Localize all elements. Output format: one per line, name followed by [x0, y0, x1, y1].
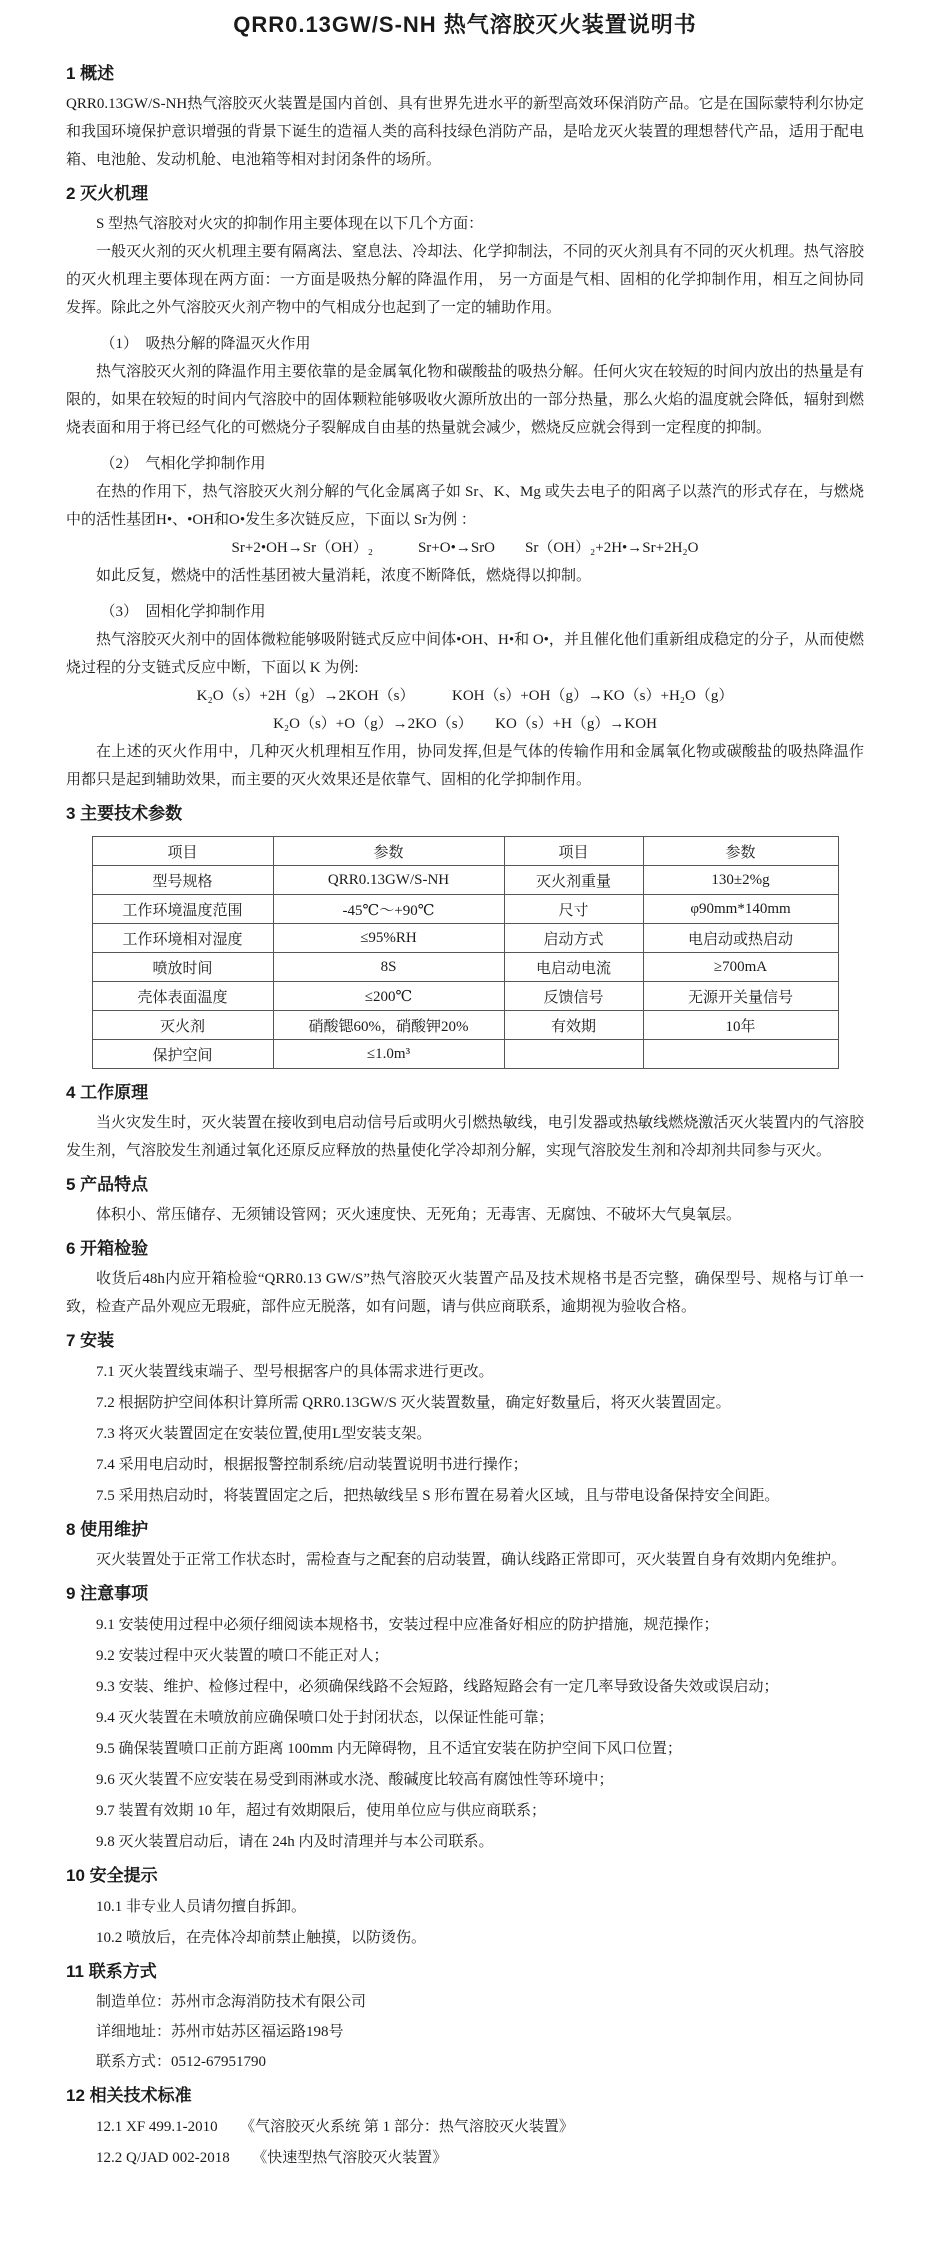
- list-item: 9.1 安装使用过程中必须仔细阅读本规格书，安装过程中应准备好相应的防护措施，规范操作；: [96, 1617, 719, 1633]
- doc-title: QRR0.13GW/S-NH 热气溶胶灭火装置说明书: [233, 12, 697, 37]
- paragraph: 收货后48h内应开箱检验“QRR0.13 GW/S”热气溶胶灭火装置产品及技术规格书是否完整，确保型号、规格与订单一致，检查产品外观应无瑕疵，部件应无脱落，如有问题，请与供应商联系，逾期视为验收合格。: [66, 1271, 864, 1315]
- list-item: 7.5 采用热启动时，将装置固定之后，把热敏线呈 S 形布置在易着火区域，且与带电设备保持安全间距。: [96, 1488, 780, 1504]
- section-heading: 10 安全提示: [66, 1866, 158, 1885]
- table-cell: 喷放时间: [92, 953, 273, 982]
- table-cell: ≥700mA: [643, 953, 838, 982]
- paragraph: 体积小、常压储存、无须铺设管网；灭火速度快、无死角；无毒害、无腐蚀、不破坏大气臭氧层。: [96, 1207, 742, 1223]
- table-header-cell: 参数: [643, 837, 838, 866]
- paragraph: 灭火装置处于正常工作状态时，需检查与之配套的启动装置，确认线路正常即可，灭火装置自身有效期内免维护。: [96, 1552, 847, 1568]
- table-cell: [504, 1040, 643, 1069]
- section-unboxing-inspection: [66, 1235, 864, 1321]
- table-cell: ≤95%RH: [273, 924, 504, 953]
- list-item: 10.1 非专业人员请勿擅自拆卸。: [96, 1899, 307, 1915]
- section-overview: [66, 60, 864, 174]
- section-heading: 3 主要技术参数: [66, 804, 183, 823]
- table-cell: 壳体表面温度: [92, 982, 273, 1011]
- table-cell: φ90mm*140mm: [643, 895, 838, 924]
- contact-address: 详细地址：苏州市姑苏区福运路198号: [96, 2024, 344, 2040]
- paragraph: S 型热气溶胶对火灾的抑制作用主要体现在以下几个方面：: [96, 216, 484, 232]
- list-item: 9.6 灭火装置不应安装在易受到雨淋或水浇、酸碱度比较高有腐蚀性等环境中；: [96, 1772, 614, 1788]
- section-heading: 9 注意事项: [66, 1584, 149, 1603]
- section-working-principle: [66, 1079, 864, 1165]
- list-item: 12.2 Q/JAD 002-2018 《快速型热气溶胶灭火装置》: [96, 2150, 448, 2166]
- section-heading: 12 相关技术标准: [66, 2086, 192, 2105]
- table-cell: -45℃～+90℃: [273, 895, 504, 924]
- paragraph: 热气溶胶灭火剂中的固体微粒能够吸附链式反应中间体•OH、H•和 O•，并且催化他们重新组成稳定的分子，从而使燃烧过程的分支链式反应中断，下面以 K 为例:: [66, 632, 864, 676]
- table-cell: 灭火剂重量: [504, 866, 643, 895]
- list-item: 12.1 XF 499.1-2010 《气溶胶灭火系统 第 1 部分：热气溶胶灭火装置》: [96, 2119, 574, 2135]
- paragraph: 如此反复，燃烧中的活性基团被大量消耗，浓度不断降低，燃烧得以抑制。: [96, 568, 592, 584]
- section-heading: 6 开箱检验: [66, 1239, 149, 1258]
- paragraph: 当火灾发生时，灭火装置在接收到电启动信号后或明火引燃热敏线，电引发器或热敏线燃烧激活灭火装置内的气溶胶发生剂，气溶胶发生剂通过氧化还原反应释放的热量使化学冷却剂分解，实现气溶胶发生剂和冷却剂共同参与灭火。: [66, 1115, 864, 1159]
- paragraph: 在热的作用下，热气溶胶灭火剂分解的气化金属离子如 Sr、K、Mg 或失去电子的阳离子以蒸汽的形式存在，与燃烧中的活性基团H•、•OH和O•发生多次链反应，下面以 Sr为例 ：: [66, 484, 864, 528]
- section-standards: [66, 2082, 864, 2172]
- list-item: 7.2 根据防护空间体积计算所需 QRR0.13GW/S 灭火装置数量，确定好数量后，将灭火装置固定。: [96, 1395, 731, 1411]
- table-row: [92, 895, 838, 924]
- list-item: 9.8 灭火装置启动后，请在 24h 内及时清理并与本公司联系。: [96, 1834, 494, 1850]
- chemical-equation: K₂O（s）+2H（g）→2KOH（s） KOH（s）+OH（g）→KO（s）+H₂O（g）: [196, 688, 734, 704]
- subsection-title: （2） 气相化学抑制作用: [100, 456, 266, 472]
- table-row: [92, 953, 838, 982]
- table-cell: ≤1.0m³: [273, 1040, 504, 1069]
- section-heading: 5 产品特点: [66, 1175, 149, 1194]
- table-cell: 无源开关量信号: [643, 982, 838, 1011]
- table-row: [92, 1040, 838, 1069]
- paragraph: QRR0.13GW/S-NH热气溶胶灭火装置是国内首创、具有世界先进水平的新型高效环保消防产品。它是在国际蒙特利尔协定和我国环境保护意识增强的背景下诞生的造福人类的高科技绿色消防产品，是哈龙灭火装置的理想替代产品，适用于配电箱、电池舱、发动机舱、电池箱等相对封闭条件的场所。: [66, 96, 864, 168]
- section-contact: [66, 1958, 864, 2076]
- table-cell: 电启动或热启动: [643, 924, 838, 953]
- table-cell: 尺寸: [504, 895, 643, 924]
- list-item: 10.2 喷放后，在壳体冷却前禁止触摸，以防烫伤。: [96, 1930, 427, 1946]
- table-row: [92, 924, 838, 953]
- table-header-row: [92, 837, 838, 866]
- section-safety-tips: [66, 1862, 864, 1952]
- list-item: 9.5 确保装置喷口正前方距离 100mm 内无障碍物，且不适宜安装在防护空间下风口位置；: [96, 1741, 682, 1757]
- table-cell: 工作环境相对湿度: [92, 924, 273, 953]
- section-heading: 4 工作原理: [66, 1083, 149, 1102]
- tech-params-table: [92, 836, 839, 1069]
- section-maintenance: [66, 1516, 864, 1574]
- section-heading: 11 联系方式: [66, 1962, 157, 1981]
- chemical-equation: Sr+2•OH→Sr（OH）₂ Sr+O•→SrO Sr（OH）₂+2H•→Sr+2H₂O: [231, 540, 699, 556]
- section-mechanism: [66, 180, 864, 794]
- table-cell: 反馈信号: [504, 982, 643, 1011]
- list-item: 9.3 安装、维护、检修过程中，必须确保线路不会短路，线路短路会有一定几率导致设备失效或误启动；: [96, 1679, 779, 1695]
- section-precautions: [66, 1580, 864, 1856]
- table-row: [92, 866, 838, 895]
- list-item: 7.1 灭火装置线束端子、型号根据客户的具体需求进行更改。: [96, 1364, 494, 1380]
- table-cell: 有效期: [504, 1011, 643, 1040]
- contact-manufacturer: 制造单位：苏州市念海消防技术有限公司: [96, 1994, 367, 2010]
- subsection-title: （3） 固相化学抑制作用: [100, 604, 266, 620]
- section-heading: 2 灭火机理: [66, 184, 149, 203]
- table-cell: 硝酸锶60%，硝酸钾20%: [273, 1011, 504, 1040]
- table-cell: 8S: [273, 953, 504, 982]
- table-header-cell: 参数: [273, 837, 504, 866]
- table-header-cell: 项目: [92, 837, 273, 866]
- section-installation: [66, 1327, 864, 1510]
- paragraph: 一般灭火剂的灭火机理主要有隔离法、窒息法、冷却法、化学抑制法，不同的灭火剂具有不同的灭火机理。热气溶胶的灭火机理主要体现在两方面：一方面是吸热分解的降温作用， 另一方面是气相、固相的化学抑制作用，相互之间协同发挥。除此之外气溶胶灭火剂产物中的气相成分也起到了一定的辅助作用。: [66, 244, 864, 316]
- table-cell: 保护空间: [92, 1040, 273, 1069]
- section-tech-params: [66, 800, 864, 1069]
- table-cell: 工作环境温度范围: [92, 895, 273, 924]
- table-cell: 10年: [643, 1011, 838, 1040]
- chemical-equation: K₂O（s）+O（g）→2KO（s） KO（s）+H（g）→KOH: [273, 716, 657, 732]
- section-heading: 1 概述: [66, 64, 115, 83]
- section-features: [66, 1171, 864, 1229]
- contact-phone: 联系方式：0512-67951790: [96, 2054, 266, 2070]
- table-cell: [643, 1040, 838, 1069]
- table-row: [92, 1011, 838, 1040]
- section-heading: 7 安装: [66, 1331, 115, 1350]
- table-cell: 型号规格: [92, 866, 273, 895]
- table-cell: 电启动电流: [504, 953, 643, 982]
- list-item: 7.4 采用电启动时，根据报警控制系统/启动装置说明书进行操作；: [96, 1457, 528, 1473]
- table-row: [92, 982, 838, 1011]
- list-item: 9.2 安装过程中灭火装置的喷口不能正对人；: [96, 1648, 389, 1664]
- list-item: 9.7 装置有效期 10 年，超过有效期限后，使用单位应与供应商联系；: [96, 1803, 547, 1819]
- paragraph: 热气溶胶灭火剂的降温作用主要依靠的是金属氧化物和碳酸盐的吸热分解。任何火灾在较短的时间内放出的热量是有限的，如果在较短的时间内气溶胶中的固体颗粒能够吸收火源所放出的一部分热量，那么火焰的温度就会降低，辐射到燃烧表面和用于将已经气化的可燃烧分子裂解成自由基的热量就会减少，燃烧反应就会得到一定程度的抑制。: [66, 364, 864, 436]
- table-header-cell: 项目: [504, 837, 643, 866]
- paragraph: 在上述的灭火作用中，几种灭火机理相互作用，协同发挥,但是气体的传输作用和金属氧化物或碳酸盐的吸热降温作用都只是起到辅助效果，而主要的灭火效果还是依靠气、固相的化学抑制作用。: [66, 744, 864, 788]
- list-item: 9.4 灭火装置在未喷放前应确保喷口处于封闭状态，以保证性能可靠；: [96, 1710, 554, 1726]
- table-cell: 130±2%g: [643, 866, 838, 895]
- section-heading: 8 使用维护: [66, 1520, 149, 1539]
- list-item: 7.3 将灭火装置固定在安装位置,使用L型安装支架。: [96, 1426, 432, 1442]
- subsection-title: （1） 吸热分解的降温灭火作用: [100, 336, 311, 352]
- table-cell: 灭火剂: [92, 1011, 273, 1040]
- table-cell: 启动方式: [504, 924, 643, 953]
- table-cell: QRR0.13GW/S-NH: [273, 866, 504, 895]
- table-cell: ≤200℃: [273, 982, 504, 1011]
